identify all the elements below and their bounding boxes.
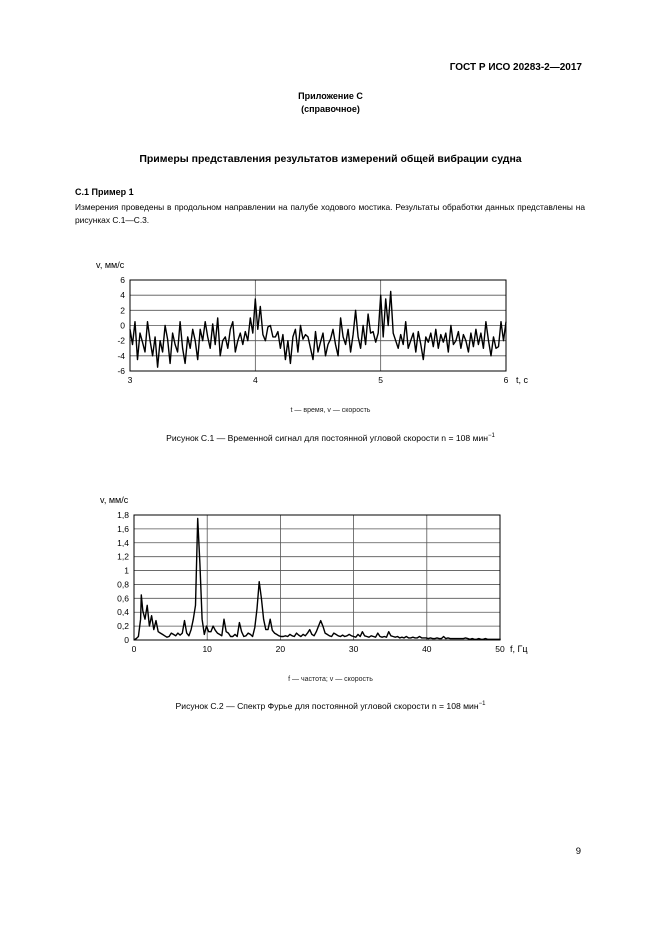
x-tick-label: 3	[127, 375, 133, 385]
figure2-caption	[0, 701, 661, 711]
figure2-caption-sup: −1	[478, 701, 486, 708]
x-tick-label: 10	[202, 644, 212, 654]
x-axis-label: t, с	[516, 375, 529, 385]
plot-frame	[134, 515, 500, 640]
body-paragraph: Измерения проведены в продольном направлении на палубе ходового мостика. Результаты обработки данных представлены на рисунках С.1—С.3.	[75, 202, 585, 225]
y-tick-label: 1,2	[117, 551, 129, 562]
fourier-spectrum-chart	[80, 480, 540, 660]
subsection-title: С.1 Пример 1	[75, 187, 134, 197]
y-tick-label: 0,4	[117, 607, 129, 618]
figure2-legend: f — частота; v — скорость	[288, 676, 373, 683]
y-tick-label: 0,6	[117, 593, 129, 604]
x-tick-label: 6	[503, 375, 509, 385]
x-tick-label: 20	[275, 644, 286, 654]
y-tick-label: 4	[120, 290, 125, 301]
y-tick-label: 0	[120, 320, 125, 331]
x-tick-label: 4	[252, 375, 258, 385]
data-series-line	[134, 519, 501, 641]
y-tick-label: 1	[124, 565, 129, 576]
y-tick-label: -6	[117, 366, 125, 376]
y-tick-label: 0,2	[117, 621, 129, 632]
y-tick-label: 0	[124, 635, 129, 645]
figure2-caption-text: Рисунок С.2 — Спектр Фурье для постоянной угловой скорости n = 108 мин	[175, 701, 479, 711]
x-tick-label: 0	[131, 644, 137, 654]
y-tick-label: 0,8	[117, 579, 129, 590]
y-axis-label: v, мм/с	[96, 260, 125, 270]
x-tick-label: 30	[348, 644, 359, 654]
page-number: 9	[575, 846, 581, 857]
y-tick-label: 1,6	[117, 523, 129, 534]
time-signal-chart	[80, 242, 540, 392]
y-tick-label: 1,8	[117, 510, 129, 520]
section-title: Примеры представления результатов измерений общей вибрации судна	[139, 153, 522, 165]
annex-type: (справочное)	[301, 104, 360, 114]
figure1-caption-text: Рисунок С.1 — Временной сигнал для постоянной угловой скорости n = 108 мин	[166, 433, 489, 443]
standard-header: ГОСТ Р ИСО 20283-2—2017	[449, 62, 582, 73]
x-tick-label: 50	[495, 644, 505, 654]
figure1-caption	[0, 433, 661, 443]
x-tick-label: 5	[378, 375, 384, 385]
y-tick-label: -4	[117, 350, 125, 361]
y-tick-label: 1,4	[117, 537, 129, 548]
y-tick-label: 6	[120, 275, 125, 285]
figure1-caption-sup: −1	[488, 433, 495, 440]
y-tick-label: 2	[120, 305, 125, 316]
y-tick-label: -2	[117, 335, 125, 346]
x-tick-label: 40	[422, 644, 432, 654]
x-axis-label: f, Гц	[510, 644, 528, 654]
y-axis-label: v, мм/с	[100, 495, 129, 505]
figure1-legend: t — время, v — скорость	[290, 407, 371, 414]
annex-title: Приложение С	[298, 91, 363, 101]
